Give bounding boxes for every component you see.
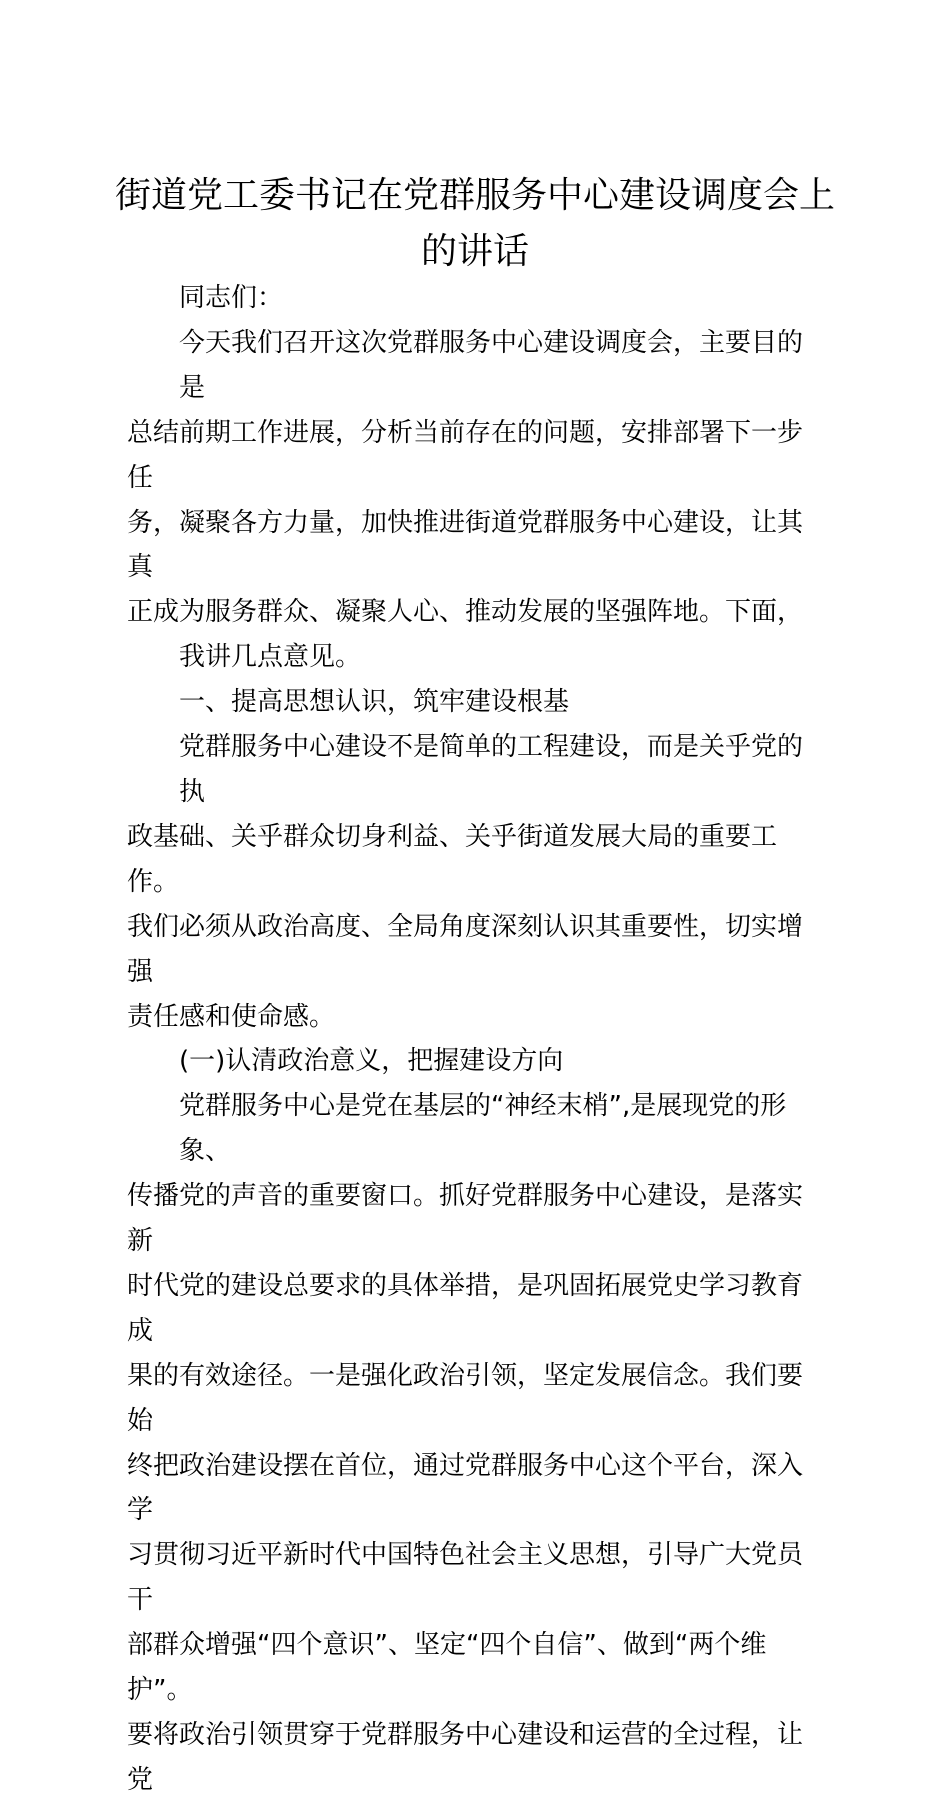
body-line: 党群服务中心是党在基层的“神经末梢”,是展现党的形象、 (179, 1091, 787, 1167)
body-line: 今天我们召开这次党群服务中心建设调度会，主要目的是 (179, 327, 804, 403)
body-line: 时代党的建设总要求的具体举措，是巩固拓展党史学习教育成 (127, 1270, 804, 1346)
body-line: 一、提高思想认识，筑牢建设根基 (179, 687, 570, 718)
body-line: (一)认清政治意义，把握建设方向 (179, 1046, 564, 1077)
document-body (127, 276, 827, 1803)
body-line: 终把政治建设摆在首位，通过党群服务中心这个平台，深入学 (127, 1450, 804, 1526)
document-title (110, 168, 840, 280)
body-line: 果的有效途径。一是强化政治引领，坚定发展信念。我们要始 (127, 1360, 804, 1436)
body-line: 党群服务中心建设不是简单的工程建设，而是关乎党的执 (179, 732, 804, 807)
body-line: 要将政治引领贯穿于党群服务中心建设和运营的全过程，让党 (127, 1720, 804, 1795)
body-line: 我讲几点意见。 (179, 642, 362, 673)
body-line: 同志们： (179, 283, 284, 313)
body-line: 政基础、关乎群众切身利益、关乎街道发展大局的重要工作。 (127, 821, 778, 897)
title-line-2: 的讲话 (420, 231, 529, 272)
body-line: 总结前期工作进展，分析当前存在的问题，安排部署下一步任 (127, 417, 804, 493)
body-line: 正成为服务群众、凝聚人心、推动发展的坚强阵地。下面， (127, 597, 804, 628)
body-line: 部群众增强“四个意识”、坚定“四个自信”、做到“两个维护”。 (127, 1630, 767, 1706)
body-line: 务，凝聚各方力量，加快推进街道党群服务中心建设，让其真 (127, 507, 804, 583)
body-line: 我们必须从政治高度、全局角度深刻认识其重要性，切实增强 (127, 911, 804, 987)
body-line: 传播党的声音的重要窗口。抓好党群服务中心建设，是落实新 (127, 1181, 804, 1257)
title-line-1: 街道党工委书记在党群服务中心建设调度会上 (114, 175, 835, 216)
body-line: 习贯彻习近平新时代中国特色社会主义思想，引导广大党员干 (127, 1540, 804, 1616)
body-line: 责任感和使命感。 (127, 1001, 336, 1032)
